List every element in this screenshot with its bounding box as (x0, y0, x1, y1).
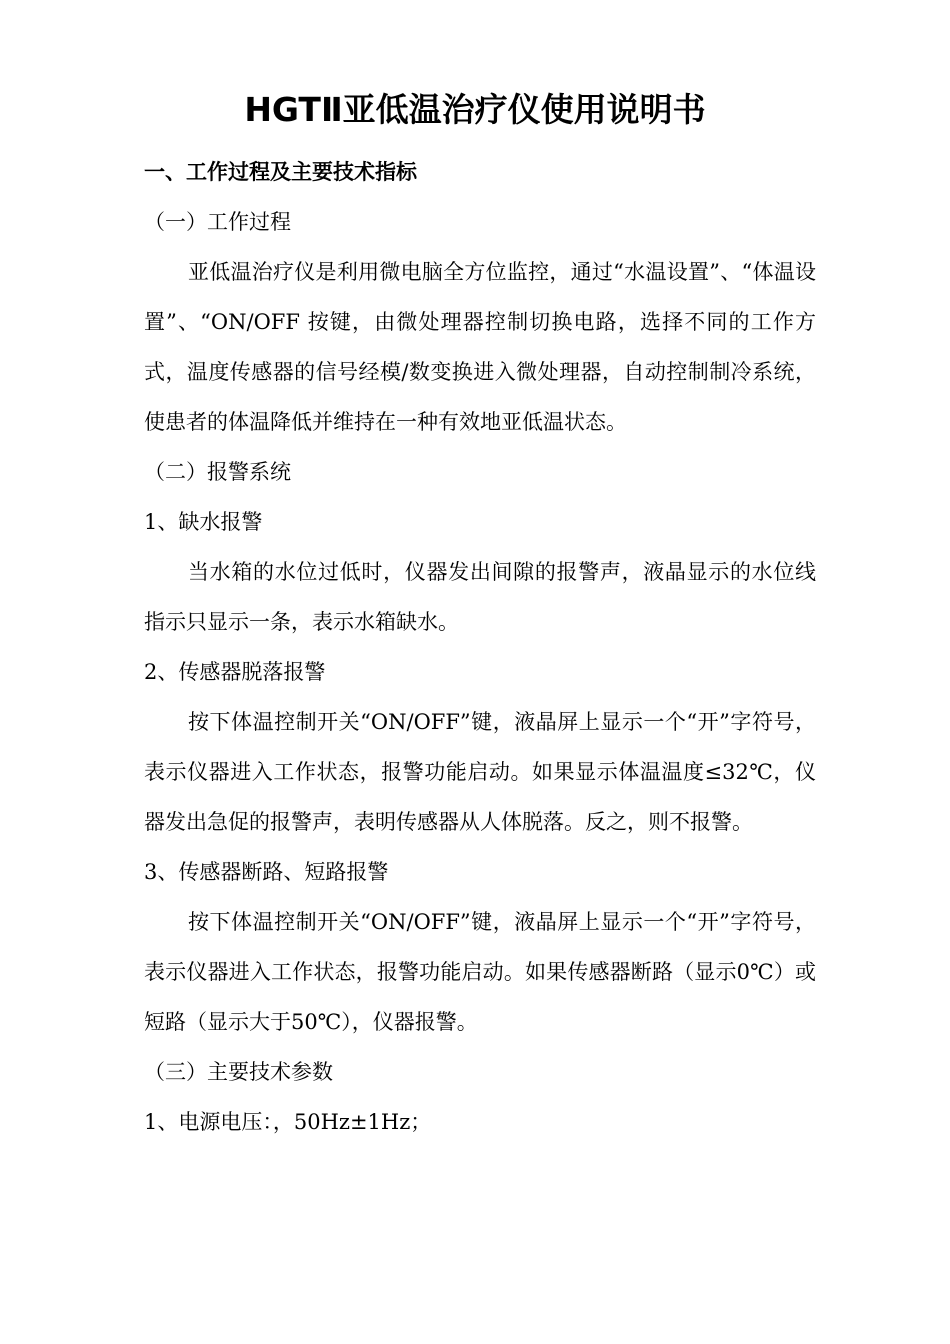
subsection-heading-work-process: （一）工作过程 (144, 210, 291, 234)
subsection-heading-alarm-system: （二）报警系统 (144, 460, 291, 484)
document-title: HGTⅡ亚低温治疗仪使用说明书 (244, 90, 706, 129)
alarm-heading-sensor-circuit: 3、传感器断路、短路报警 (144, 860, 389, 884)
section-heading: 一、工作过程及主要技术指标 (144, 160, 417, 184)
alarm-heading-sensor-detach: 2、传感器脱落报警 (144, 660, 326, 684)
document-body (144, 147, 816, 1147)
paragraph-water-shortage: 当水箱的水位过低时，仪器发出间隙的报警声，液晶显示的水位线指示只显示一条，表示水箱缺水。 (144, 560, 816, 634)
paragraph-sensor-detach: 按下体温控制开关“ON/OFF”键，液晶屏上显示一个“开”字符号，表示仪器进入工作状态，报警功能启动。如果显示体温温度≤32℃，仪器发出急促的报警声，表明传感器从人体脱落。反之，则不报警。 (144, 710, 816, 834)
param-power-voltage: 1、电源电压：，50Hz±1Hz； (144, 1110, 432, 1134)
subsection-heading-tech-params: （三）主要技术参数 (144, 1060, 333, 1084)
paragraph-work-process: 亚低温治疗仪是利用微电脑全方位监控，通过“水温设置”、“体温设置”、“ON/OFF 按键，由微处理器控制切换电路，选择不同的工作方式，温度传感器的信号经模/数变换进入微处理器，自动控制制冷系统，使患者的体温降低并维持在一种有效地亚低温状态。 (144, 260, 816, 434)
alarm-heading-water-shortage: 1、缺水报警 (144, 510, 263, 534)
paragraph-sensor-circuit: 按下体温控制开关“ON/OFF”键，液晶屏上显示一个“开”字符号，表示仪器进入工作状态，报警功能启动。如果传感器断路（显示0℃）或短路（显示大于50℃），仪器报警。 (144, 910, 816, 1034)
